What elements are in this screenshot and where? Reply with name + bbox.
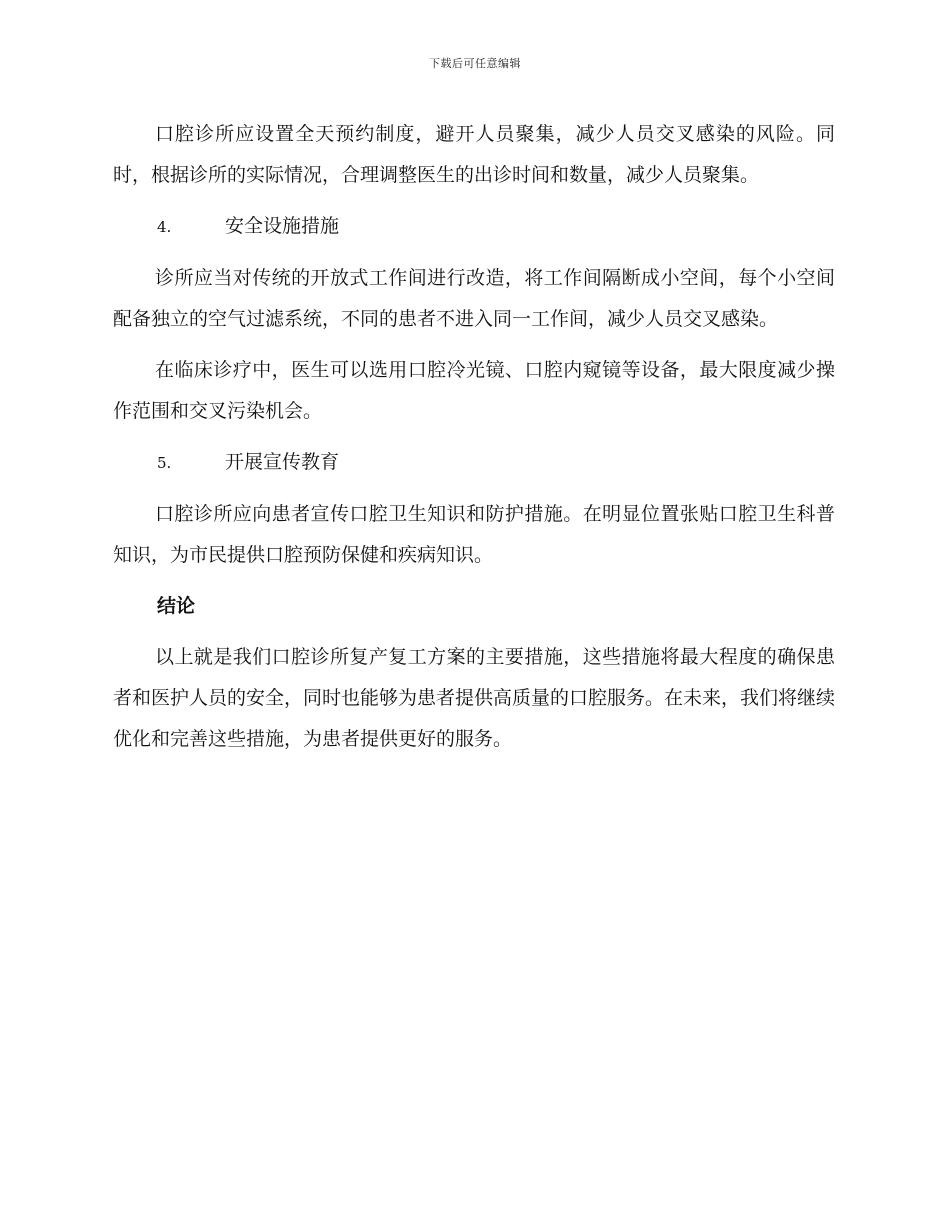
spacer [113,627,835,637]
document-body [113,114,835,760]
paragraph-appointment: 口腔诊所应设置全天预约制度，避开人员聚集，减少人员交叉感染的风险。同时，根据诊所的实际情况，合理调整医生的出诊时间和数量，减少人员聚集。 [113,123,835,186]
spacer [113,484,835,494]
paragraph-education: 口腔诊所应向患者宣传口腔卫生知识和防护措施。在明显位置张贴口腔卫生科普知识，为市民提供口腔预防保健和疾病知识。 [113,503,835,566]
list-number: 5. [157,454,172,472]
paragraph-workspace: 诊所应当对传统的开放式工作间进行改造，将工作间隔断成小空间，每个小空间配备独立的空气过滤系统，不同的患者不进入同一工作间，减少人员交叉感染。 [113,267,835,330]
spacer [113,248,835,258]
paragraph-equipment: 在临床诊疗中，医生可以选用口腔冷光镜、口腔内窥镜等设备，最大限度减少操作范围和交叉污染机会。 [113,359,835,422]
conclusion-heading: 结论 [157,595,196,617]
list-item-safety-facilities [113,206,835,248]
spacer [113,432,835,442]
page-header: 下载后可任意编辑 [429,57,521,70]
list-number: 4. [157,218,172,236]
list-label: 开展宣传教育 [225,451,340,473]
spacer [113,340,835,350]
list-label: 安全设施措施 [225,215,340,237]
spacer [113,576,835,586]
list-item-education [113,442,835,484]
paragraph-conclusion: 以上就是我们口腔诊所复产复工方案的主要措施，这些措施将最大程度的确保患者和医护人员的安全，同时也能够为患者提供高质量的口腔服务。在未来，我们将继续优化和完善这些措施，为患者提供更好的服务。 [113,646,836,750]
spacer [113,196,835,206]
